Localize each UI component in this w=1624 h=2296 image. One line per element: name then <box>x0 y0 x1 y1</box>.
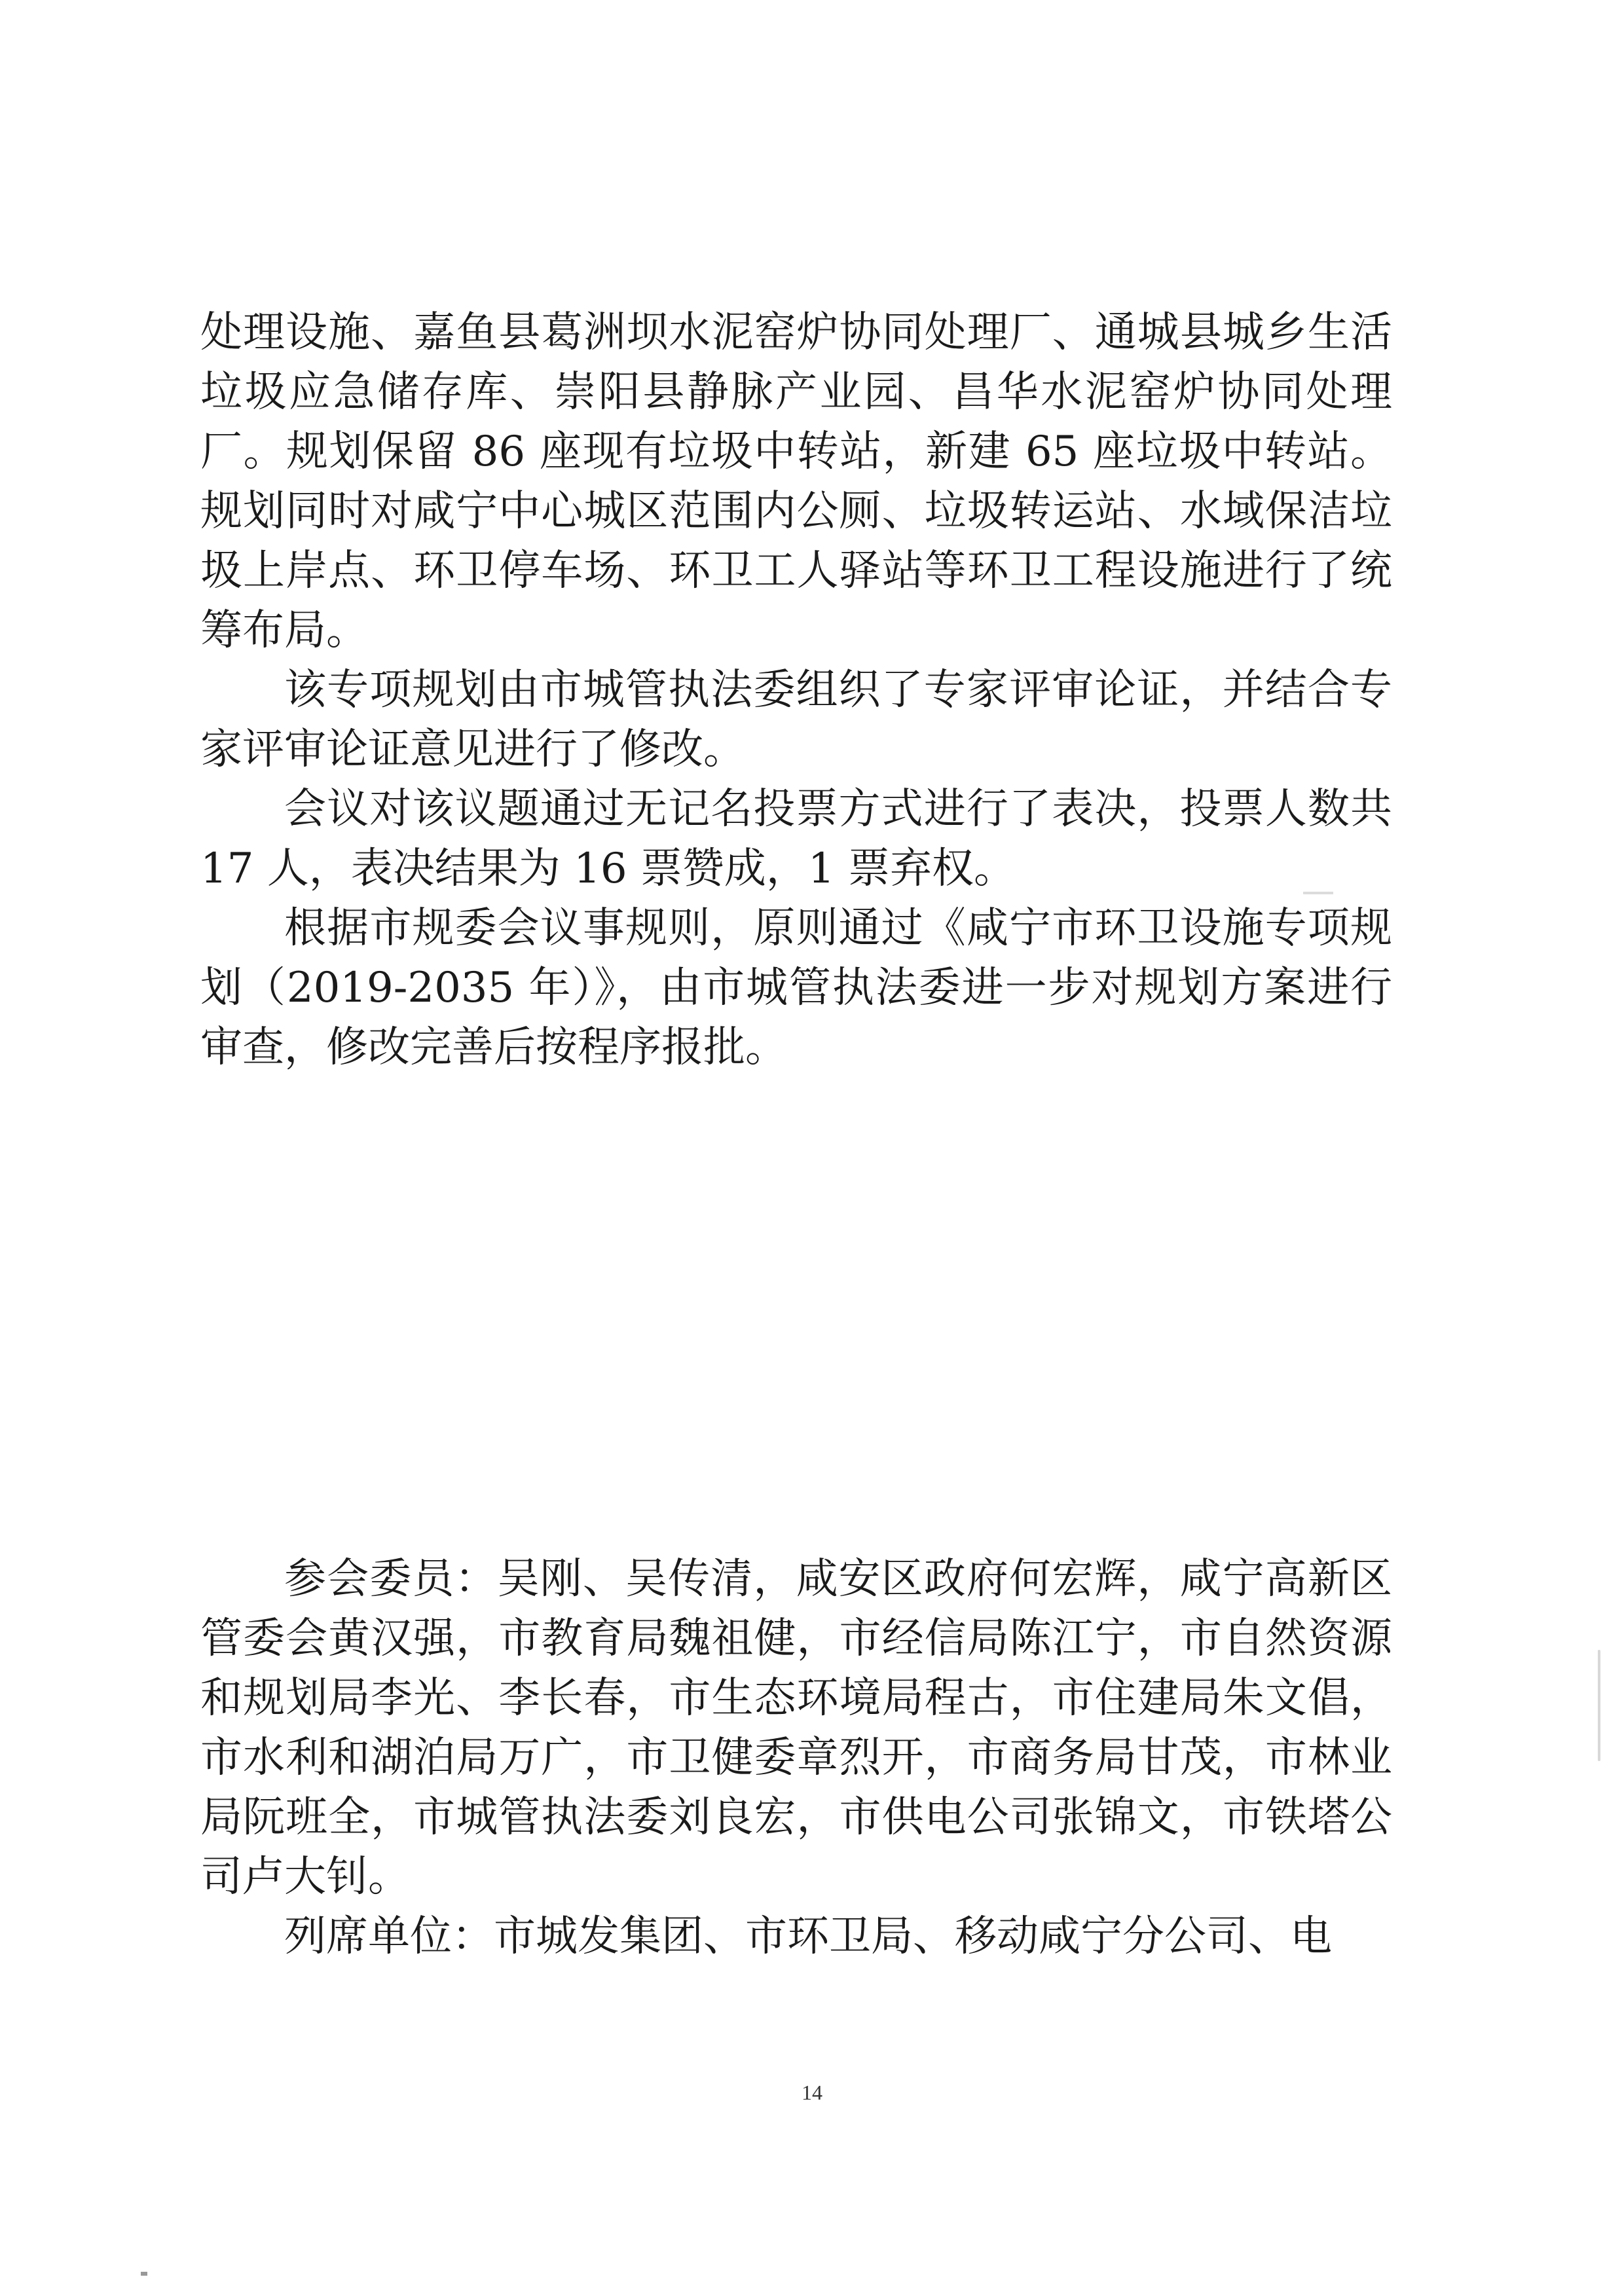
paragraph-attending-members: 参会委员：吴刚、吴传清，咸安区政府何宏辉，咸宁高新区管委会黄汉强，市教育局魏祖健，市经信局陈江宁，市自然资源和规划局李光、李长春，市生态环境局程古，市住建局朱文倡，市水利和湖泊局万广，市卫健委章烈开，市商务局甘茂，市林业局阮班全，市城管执法委刘良宏，市供电公司张锦文，市铁塔公司卢大钊。 <box>200 1555 1392 1901</box>
paragraph-attending-units: 列席单位：市城发集团、市环卫局、移动咸宁分公司、电 <box>284 1912 1332 1961</box>
scan-artifact-bottom-left <box>141 2272 147 2276</box>
scan-artifact-right-edge <box>1598 1650 1600 1761</box>
page-number: 14 <box>802 2081 822 2104</box>
paragraph-vote-result: 会议对该议题通过无记名投票方式进行了表决，投票人数共 17 人，表决结果为 16 票赞成，1 票弃权。 <box>200 785 1392 893</box>
scan-artifact-smudge <box>1303 892 1333 894</box>
body-text-attendees <box>200 1550 1392 1967</box>
body-text-upper <box>200 303 1392 1078</box>
paragraph-facilities-continued: 处理设施、嘉鱼县葛洲坝水泥窑炉协同处理厂、通城县城乡生活垃圾应急储存库、崇阳县静脉产业园、昌华水泥窑炉协同处理厂。规划保留 86 座现有垃圾中转站，新建 65 座垃圾中转站。规划同时对咸宁中心城区范围内公厕、垃圾转运站、水域保洁垃圾上岸点、环卫停车场、环卫工人驿站等环卫工程设施进行了统筹布局。 <box>200 308 1392 655</box>
paragraph-resolution: 根据市规委会议事规则，原则通过《咸宁市环卫设施专项规划（2019-2035 年）》，由市城管执法委进一步对规划方案进行审查，修改完善后按程序报批。 <box>200 904 1392 1072</box>
paragraph-expert-review: 该专项规划由市城管执法委组织了专家评审论证，并结合专家评审论证意见进行了修改。 <box>200 666 1392 774</box>
